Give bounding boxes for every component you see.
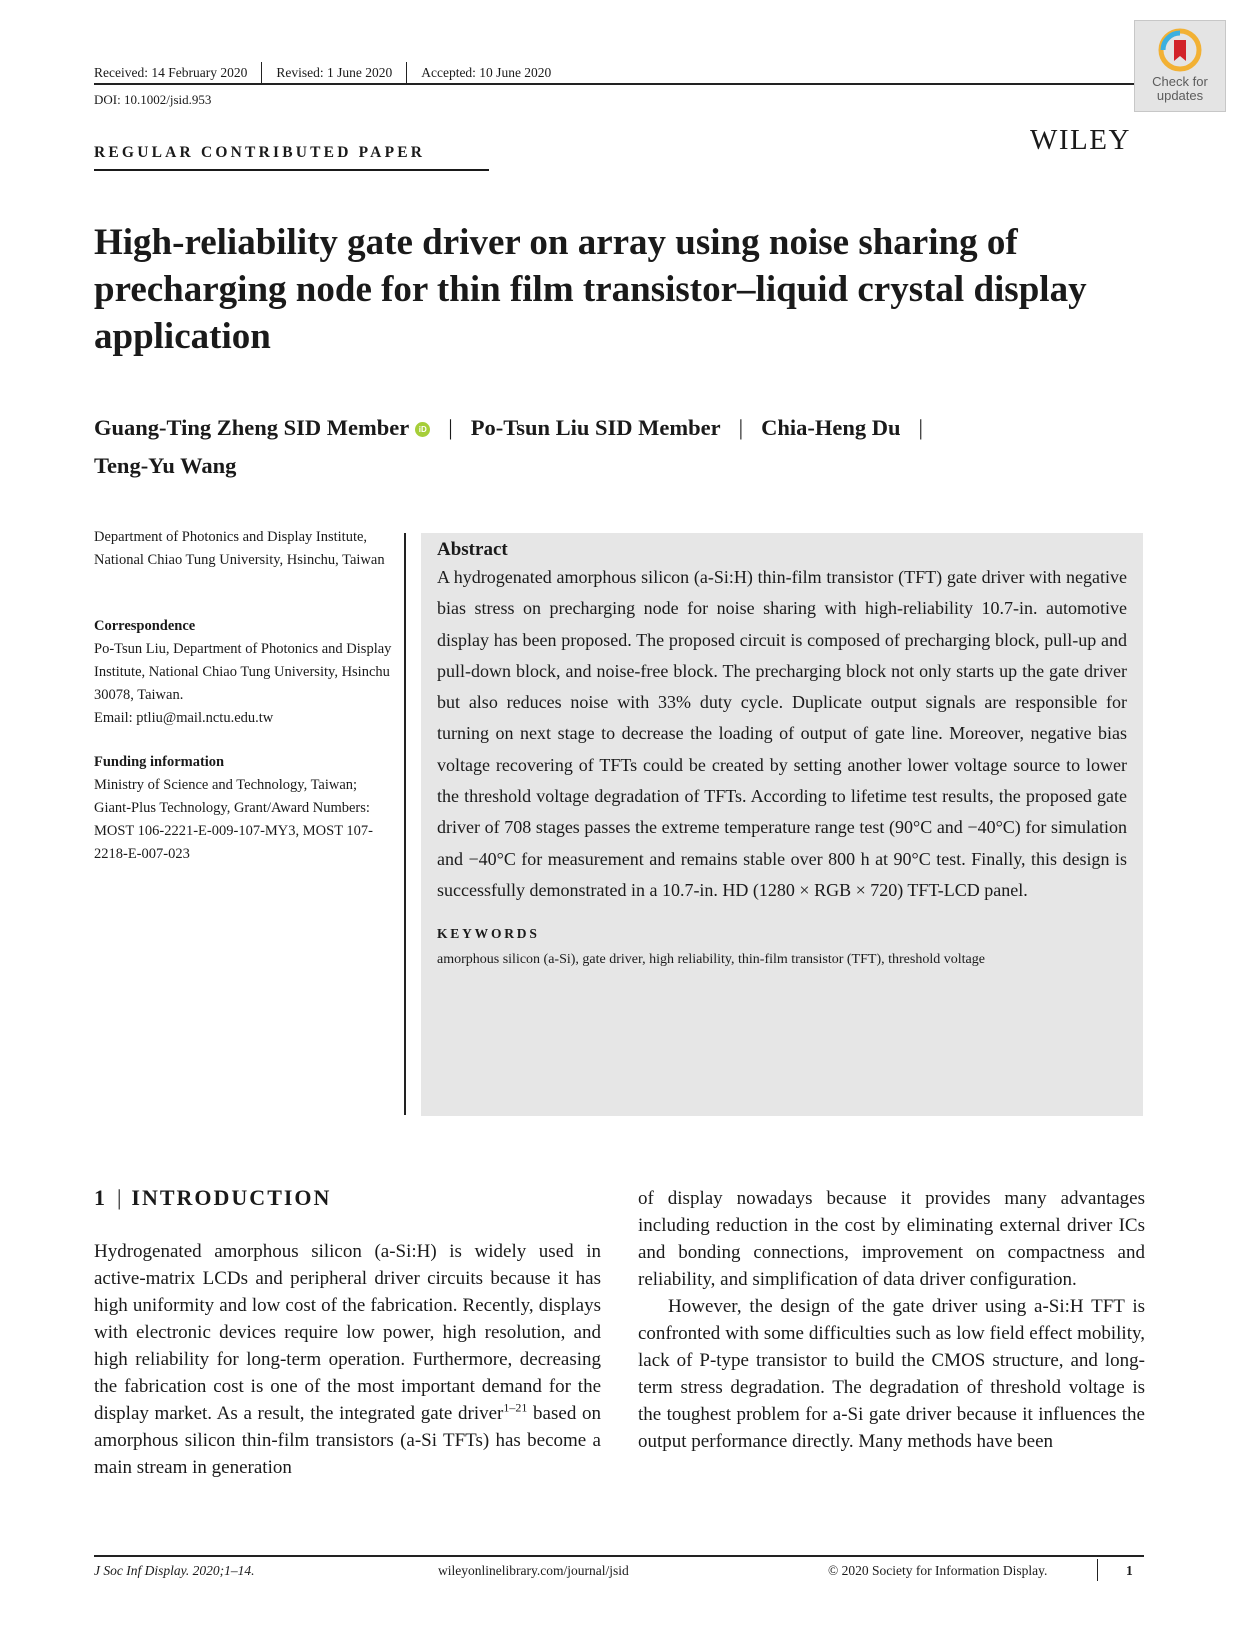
section-separator: | <box>117 1185 122 1210</box>
doi: DOI: 10.1002/jsid.953 <box>94 92 212 107</box>
copyright: © 2020 Society for Information Display. <box>828 1563 1048 1578</box>
accepted-date: Accepted: 10 June 2020 <box>421 65 552 80</box>
check-for-updates-button[interactable] <box>1134 20 1226 112</box>
funding-heading: Funding information <box>94 754 225 770</box>
paragraph: of display nowadays because it provides many advantages including reduction in the cost by eliminating external driver ICs and bonding connections, improvement on compactness and reliability, and simplification of data driver configuration. <box>638 1188 1145 1290</box>
affiliation <box>94 526 394 572</box>
correspondence-heading: Correspondence <box>94 618 196 634</box>
crossmark-icon <box>1157 27 1203 73</box>
correspondence <box>94 615 394 730</box>
affiliation-text: Department of Photonics and Display Institute, National Chiao Tung University, Hsinchu, Taiwan <box>94 529 385 568</box>
section-number: 1 <box>94 1185 107 1210</box>
orcid-icon[interactable]: iD <box>415 422 430 437</box>
paper-title: High-reliability gate driver on array using noise sharing of precharging node for thin film transistor–liquid crystal display application <box>94 222 1087 357</box>
paper-type: REGULAR CONTRIBUTED PAPER <box>94 144 426 161</box>
badge-line2: updates <box>1156 88 1204 103</box>
journal-url[interactable]: wileyonlinelibrary.com/journal/jsid <box>438 1563 629 1578</box>
author-name[interactable]: Teng-Yu Wang <box>94 453 237 478</box>
left-column <box>94 1238 601 1481</box>
page-number: 1 <box>1126 1563 1133 1578</box>
header-rule <box>94 83 1134 85</box>
revised-date: Revised: 1 June 2020 <box>276 65 393 80</box>
author-separator: | <box>448 415 453 440</box>
publisher-logo: WILEY <box>1030 124 1131 156</box>
paragraph: However, the design of the gate driver using a-Si:H TFT is confronted with some difficulties such as low field effect mobility, lack of P-type transistor to build the CMOS structure, and long-term stress degradation. The degradation of threshold voltage is the toughest problem for a-Si gate driver because it influences the output performance directly. Many methods have been <box>638 1296 1145 1452</box>
sidebar-rule <box>404 533 406 1115</box>
citation-link[interactable]: 1–21 <box>503 1400 528 1415</box>
keywords-heading: KEYWORDS <box>437 926 540 942</box>
journal-citation: J Soc Inf Display. 2020;1–14. <box>94 1563 255 1578</box>
footer-rule <box>94 1555 1144 1557</box>
article-history <box>94 62 565 84</box>
funding <box>94 751 394 866</box>
abstract-heading: Abstract <box>437 539 508 560</box>
divider <box>1097 1559 1098 1581</box>
section-heading <box>94 1185 331 1211</box>
keywords-text: amorphous silicon (a-Si), gate driver, high reliability, thin-film transistor (TFT), threshold voltage <box>437 952 985 968</box>
paragraph <box>94 1238 601 1481</box>
abstract-box <box>421 533 1143 1116</box>
author-separator: | <box>738 415 744 440</box>
section-title: INTRODUCTION <box>131 1185 332 1210</box>
right-column <box>638 1185 1145 1455</box>
paper-type-rule <box>94 169 489 171</box>
badge-line1: Check for <box>1152 74 1208 89</box>
correspondence-text: Po-Tsun Liu, Department of Photonics and Display Institute, National Chiao Tung University, Hsinchu 30078, Taiwan. <box>94 641 392 703</box>
author-name[interactable]: Po-Tsun Liu SID Member <box>470 415 721 440</box>
funding-text: Ministry of Science and Technology, Taiwan; Giant-Plus Technology, Grant/Award Numbers: MOST 106-2221-E-009-107-MY3, MOST 107-2218-E-007-023 <box>94 777 373 862</box>
abstract-text: A hydrogenated amorphous silicon (a-Si:H) thin-film transistor (TFT) gate driver with negative bias stress on precharging node for noise sharing with high-reliability 10.7-in. automotive display has been proposed. The proposed circuit is composed of precharging block, pull-up and pull-down block, and noise-free block. The precharging block not only starts up the gate driver but also reduces noise with 33% duty cycle. Duplicate output signals are responsible for turning on next stage to decrease the loading of output of gate line. Moreover, negative bias voltage recovering of TFTs could be created by setting another lower voltage source to lower the threshold voltage degradation of TFTs. According to lifetime test results, the proposed gate driver of 708 stages passes the extreme temperature range test (90°C and −40°C) for simulation and −40°C for measurement and remains stable over 800 h at 90°C test. Finally, this design is successfully demonstrated in a 10.7-in. HD (1280 × RGB × 720) TFT-LCD panel. <box>437 567 1127 900</box>
author-separator: | <box>918 415 924 440</box>
paragraph-text: Hydrogenated amorphous silicon (a-Si:H) is widely used in active-matrix LCDs and peripheral driver circuits because it has high uniformity and low cost of the fabrication. Recently, displays with electronic devices require low power, high resolution, and high reliability for long-term operation. Furthermore, decreasing the fabrication cost is one of the most important demand for the display market. As a result, the integrated gate driver <box>94 1241 601 1424</box>
author-name[interactable]: Guang-Ting Zheng SID Member <box>94 415 410 440</box>
author-list <box>94 409 1154 485</box>
author-name[interactable]: Chia-Heng Du <box>761 415 901 440</box>
email-link[interactable]: Email: ptliu@mail.nctu.edu.tw <box>94 710 274 726</box>
paragraph-text: based on amorphous silicon thin-film transistors (a-Si TFTs) has become a main stream in generation <box>94 1403 601 1478</box>
received-date: Received: 14 February 2020 <box>94 65 248 80</box>
